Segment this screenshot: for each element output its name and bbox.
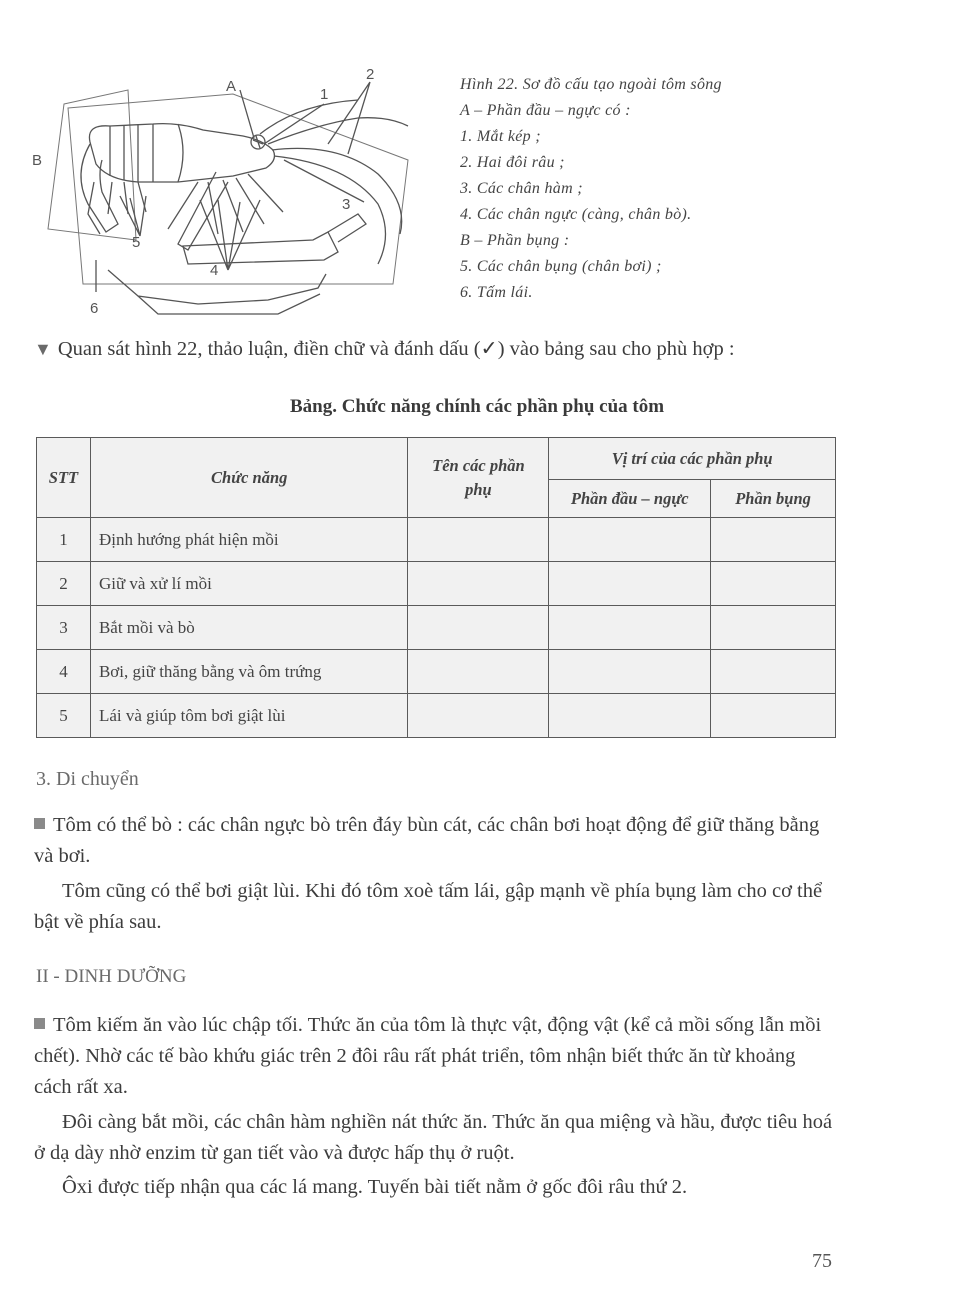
label-3: 3 <box>342 196 351 213</box>
shrimp-diagram <box>28 64 436 322</box>
instruction-paragraph <box>34 334 834 365</box>
head-thorax-cell[interactable] <box>549 518 711 562</box>
row-function: Giữ và xử lí mồi <box>90 562 408 606</box>
section-3-paragraph-2: Tôm cũng có thể bơi giật lùi. Khi đó tôm xoè tấm lái, gập mạnh về phía bụng làm cho cơ thể bật về phía sau. <box>34 880 823 933</box>
name-cell[interactable] <box>408 694 549 738</box>
nutrition-paragraph-1 <box>34 1010 834 1103</box>
caption-title: Hình 22. Sơ đồ cấu tạo ngoài tôm sông <box>460 76 722 93</box>
paragraph-text: Tôm kiếm ăn vào lúc chập tối. Thức ăn của tôm là thực vật, động vật (kể cả mồi sống lẫn mồi chết). Nhờ các tế bào khứu giác trên 2 đôi râu rất phát triển, tôm nhận biết thức ăn từ khoảng cách rất xa. <box>34 1014 822 1098</box>
shrimp-illustration <box>28 64 436 322</box>
table-row <box>37 562 836 606</box>
head-thorax-cell[interactable] <box>549 606 711 650</box>
head-thorax-cell[interactable] <box>549 694 711 738</box>
row-function: Bắt mồi và bò <box>90 606 408 650</box>
table-row <box>37 518 836 562</box>
header-position: Vị trí của các phần phụ <box>549 438 836 480</box>
label-6: 6 <box>90 300 99 317</box>
caption-line: 3. Các chân hàm ; <box>460 180 583 197</box>
nutrition-paragraph-3: Ôxi được tiếp nhận qua các lá mang. Tuyến bài tiết nằm ở gốc đôi râu thứ 2. <box>62 1176 688 1198</box>
appendage-function-table <box>36 437 836 738</box>
header-head-thorax: Phần đầu – ngực <box>549 480 711 518</box>
label-4: 4 <box>210 262 219 279</box>
section-ii-heading: II - DINH DƯỠNG <box>36 966 187 987</box>
nutrition-paragraph-2: Đôi càng bắt mồi, các chân hàm nghiền nát thức ăn. Thức ăn qua miệng và hầu, được tiêu hoá ở dạ dày nhờ enzim từ gan tiết vào và được hấp thụ ở ruột. <box>34 1111 833 1164</box>
figure-caption <box>460 72 840 306</box>
square-bullet-icon <box>34 1018 45 1029</box>
caption-line: 6. Tấm lái. <box>460 284 533 301</box>
caption-line: 5. Các chân bụng (chân bơi) ; <box>460 258 662 275</box>
row-function: Bơi, giữ thăng bằng và ôm trứng <box>90 650 408 694</box>
abdomen-cell[interactable] <box>711 650 836 694</box>
caption-line: 1. Mắt kép ; <box>460 128 541 145</box>
head-thorax-cell[interactable] <box>549 562 711 606</box>
label-1: 1 <box>320 86 329 103</box>
label-5: 5 <box>132 234 141 251</box>
triangle-marker-icon: ▼ <box>34 339 52 359</box>
row-stt: 2 <box>37 562 91 606</box>
label-B: B <box>32 152 43 169</box>
label-2: 2 <box>366 66 375 83</box>
name-cell[interactable] <box>408 562 549 606</box>
section-3-heading: 3. Di chuyển <box>36 768 139 790</box>
instruction-text: Quan sát hình 22, thảo luận, điền chữ và đánh dấu (✓) vào bảng sau cho phù hợp : <box>57 338 735 360</box>
abdomen-cell[interactable] <box>711 518 836 562</box>
square-bullet-icon <box>34 818 45 829</box>
caption-line: B – Phần bụng : <box>460 232 570 249</box>
table-row <box>37 650 836 694</box>
name-cell[interactable] <box>408 650 549 694</box>
caption-line: 4. Các chân ngực (càng, chân bò). <box>460 206 692 223</box>
label-A: A <box>226 78 237 95</box>
row-function: Định hướng phát hiện mồi <box>90 518 408 562</box>
abdomen-cell[interactable] <box>711 606 836 650</box>
row-stt: 4 <box>37 650 91 694</box>
table-row <box>37 606 836 650</box>
row-function: Lái và giúp tôm bơi giật lùi <box>90 694 408 738</box>
abdomen-cell[interactable] <box>711 694 836 738</box>
header-appendage-name: Tên các phần phụ <box>408 438 549 518</box>
table-row <box>37 694 836 738</box>
paragraph-text: Tôm có thể bò : các chân ngực bò trên đáy bùn cát, các chân bơi hoạt động để giữ thăng bằng và bơi. <box>34 814 820 867</box>
name-cell[interactable] <box>408 518 549 562</box>
name-cell[interactable] <box>408 606 549 650</box>
page-number: 75 <box>812 1250 832 1272</box>
row-stt: 5 <box>37 694 91 738</box>
header-function: Chức năng <box>90 438 408 518</box>
head-thorax-cell[interactable] <box>549 650 711 694</box>
header-stt: STT <box>37 438 91 518</box>
row-stt: 1 <box>37 518 91 562</box>
caption-line: 2. Hai đôi râu ; <box>460 154 565 171</box>
abdomen-cell[interactable] <box>711 562 836 606</box>
table-title: Bảng. Chức năng chính các phần phụ của tôm <box>289 396 665 417</box>
section-3-paragraph-1 <box>34 810 834 872</box>
row-stt: 3 <box>37 606 91 650</box>
caption-line: A – Phần đầu – ngực có : <box>460 102 631 119</box>
header-abdomen: Phần bụng <box>711 480 836 518</box>
